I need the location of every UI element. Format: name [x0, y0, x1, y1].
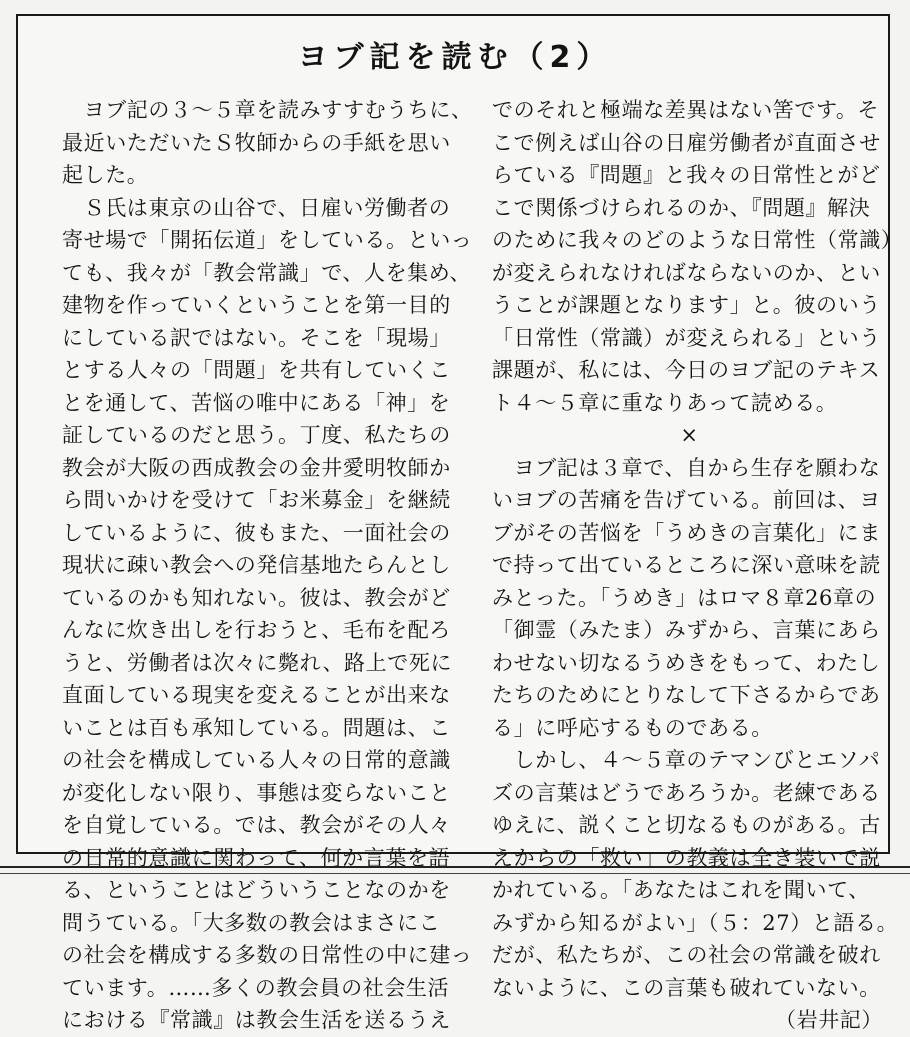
text-line: 最近いただいたＳ牧師からの手紙を思い: [62, 130, 451, 155]
text-line: 問うている。「大多数の教会はまさにこ: [62, 910, 441, 935]
text-line: を自覚している。では、教会がその人々: [62, 813, 451, 837]
text-line: ヨブ記の３～５章を読みすすむうちに、: [62, 98, 473, 122]
text-line: たちのためにとりなして下さるからであ: [492, 683, 881, 707]
text-line: だが、私たちが、この社会の常識を破れ: [492, 943, 881, 967]
text-line: が変えられなければならないのか、とい: [492, 260, 881, 285]
text-line: みとった。「うめき」はロマ８章26章の: [492, 585, 877, 610]
text-line: 現状に疎い教会への発信基地たらんとし: [62, 553, 451, 577]
text-line: 直面している現実を変えることが出来な: [62, 683, 451, 707]
text-line: しているように、彼もまた、一面社会の: [62, 520, 451, 545]
text-line: 教会が大阪の西成教会の金井愛明牧師か: [62, 455, 451, 480]
text-line: こで例えば山谷の日雇労働者が直面させ: [492, 130, 881, 155]
text-line: らている『問題』と我々の日常性とがど: [492, 163, 881, 187]
text-line: うことが課題となります」と。彼のいう: [492, 293, 881, 317]
text-line: いことは百も承知している。問題は、こ: [62, 715, 451, 740]
right-column: [492, 94, 903, 1037]
text-line: 「御霊（みたま）みずから、言葉にあら: [492, 618, 881, 642]
text-line: が変化しない限り、事態は変らないこと: [62, 780, 451, 805]
text-line: で持って出ているところに深い意味を読: [492, 553, 881, 577]
bottom-rule: [0, 866, 910, 868]
text-line: ています。……多くの教会員の社会生活: [62, 975, 450, 1000]
author-signature: （岩井記）: [775, 1008, 883, 1032]
text-line: うと、労働者は次々に斃れ、路上で死に: [62, 650, 453, 675]
text-line: ら問いかけを受けて「お米募金」を継続: [62, 488, 451, 512]
text-line: の社会を構成している人々の日常的意識: [62, 748, 451, 772]
bottom-rule-thin: [0, 873, 910, 874]
text-line: いヨブの苦痛を告げている。前回は、ヨ: [492, 488, 881, 512]
text-line: ヨブ記は３章で、自から生存を願わな: [492, 455, 881, 480]
text-line: ないように、この言葉も破れていない。: [492, 975, 881, 1000]
text-line: 「日常性（常識）が変えられる」という: [492, 325, 881, 350]
text-line: ト４～５章に重なりあって読める。: [492, 390, 838, 415]
text-line: ゆえに、説くこと切なるものがある。古: [492, 813, 881, 837]
text-line: 証しているのだと思う。丁度、私たちの: [62, 423, 451, 447]
text-line: んなに炊き出しを行おうと、毛布を配ろ: [62, 618, 451, 642]
section-separator: ×: [680, 423, 699, 447]
text-line: Ｓ氏は東京の山谷で、日雇い労働者の: [62, 195, 451, 220]
text-line: かれている。「あなたはこれを聞いて、: [492, 878, 870, 902]
text-line: わせない切なるうめきをもって、わたし: [492, 650, 881, 675]
text-line: でのそれと極端な差異はない筈です。そ: [492, 98, 880, 122]
text-line: の日常的意識に関わって、何か言葉を語: [62, 845, 451, 870]
text-line: 起した。: [62, 163, 149, 187]
text-line: とを通して、苦悩の唯中にある「神」を: [62, 390, 451, 415]
text-line: のために我々のどのような日常性（常識）: [492, 228, 903, 252]
text-line: みずから知るがよい」（５：27）と語る。: [492, 910, 899, 935]
text-line: ても、我々が「教会常識」で、人を集め、: [62, 260, 472, 285]
text-line: 建物を作っていくということを第一目的: [62, 293, 451, 317]
article-title: ヨブ記を読む（2）: [297, 40, 613, 75]
article-frame: [16, 14, 903, 1032]
text-line: ているのかも知れない。彼は、教会がど: [62, 585, 451, 610]
text-line: における『常識』は教会生活を送るうえ: [62, 1008, 451, 1032]
text-line: ブがその苦悩を「うめきの言葉化」にま: [492, 520, 881, 545]
text-line: とする人々の「問題」を共有していくこ: [62, 358, 451, 382]
text-line: えからの「救い」の教義は全き装いで説: [492, 845, 881, 870]
text-line: こで関係づけられるのか、『問題』解決: [492, 195, 871, 220]
text-line: の社会を構成する多数の日常性の中に建っ: [62, 943, 473, 967]
text-line: る」に呼応するものである。: [492, 715, 773, 740]
text-line: 課題が、私には、今日のヨブ記のテキス: [492, 358, 881, 382]
text-line: る、ということはどういうことなのかを: [62, 878, 451, 902]
left-column: [62, 94, 472, 1037]
text-line: にしている訳ではない。そこを「現場」: [62, 325, 451, 350]
text-line: ズの言葉はどうであろうか。老練である: [492, 780, 881, 805]
text-line: 寄せ場で「開拓伝道」をしている。といっ: [62, 228, 473, 252]
text-line: しかし、４～５章のテマンびとエソパ: [492, 748, 881, 772]
